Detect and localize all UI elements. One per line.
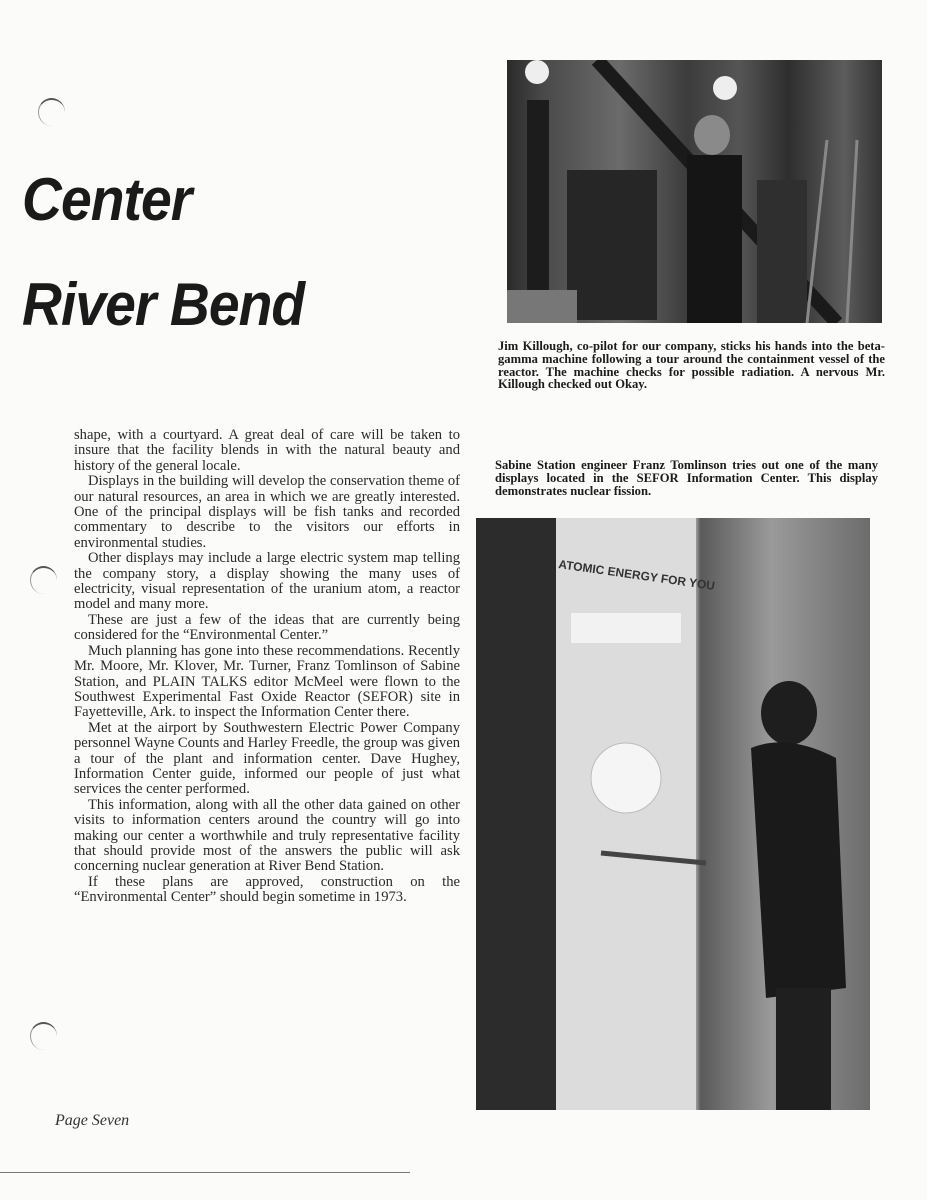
body-paragraph: shape, with a courtyard. A great deal of care will be taken to insure that the facility blends in with the natural beauty and history of the general locale. xyxy=(74,427,460,474)
body-paragraph: These are just a few of the ideas that are currently being considered for the “Environmental Center.” xyxy=(74,611,460,644)
body-paragraph: If these plans are approved, construction on the “Environmental Center” should begin sometime in 1973. xyxy=(74,873,460,906)
photo-fission-display xyxy=(476,518,870,1110)
body-paragraph: Met at the airport by Southwestern Electric Power Company personnel Wayne Counts and Harley Freedle, the group was given a tour of the plant and information center. Dave Hughey, Information Center guide, informed our people of just what services the center performed. xyxy=(74,719,460,798)
body-paragraph: Much planning has gone into these recommendations. Recently Mr. Moore, Mr. Klover, Mr. Turner, Franz Tomlinson of Sabine Station, and PLAIN TALKS editor McMeel were flown to the Southwest Experimental Fast Oxide Reactor (SEFOR) site in Fayetteville, Ark. to inspect the Information Center there. xyxy=(74,642,460,721)
punch-hole xyxy=(30,566,57,594)
article-body xyxy=(74,428,460,906)
body-paragraph: Displays in the building will develop the conservation theme of our natural resources, an area in which we are greatly interested. One of the principal displays will be fish tanks and recorded commentary to describe to the visitors our efforts in environmental studies. xyxy=(74,473,460,551)
photo2-caption: Sabine Station engineer Franz Tomlinson tries out one of the many displays located in the SEFOR Information Center. This display demonstrates nuclear fission. xyxy=(495,458,878,498)
photo-scene xyxy=(507,60,882,323)
punch-hole xyxy=(30,1022,57,1050)
photo-beta-gamma-machine xyxy=(507,60,882,323)
body-paragraph: This information, along with all the other data gained on other visits to information centers around the country will go into making our center a worthwhile and truly representative facility that should provide most of the answers the public will ask concerning nuclear generation at River Bend Station. xyxy=(74,796,460,875)
photo-scene xyxy=(476,518,870,1110)
page-number: Page Seven xyxy=(55,1112,130,1129)
photo-sign-text: ATOMIC ENERGY FOR YOU xyxy=(557,557,716,593)
body-paragraph: Other displays may include a large electric system map telling the company story, a display showing the many uses of electricity, visual representation of the uranium atom, a reactor model and many more. xyxy=(74,550,460,613)
title-line-2: River Bend xyxy=(22,271,305,338)
title-line-1: Center xyxy=(22,166,192,233)
photo1-caption: Jim Killough, co-pilot for our company, sticks his hands into the beta-gamma machine following a tour around the containment vessel of the reactor. The machine checks for possible radiation. A nervous Mr. Killough checked out Okay. xyxy=(498,339,885,392)
punch-hole xyxy=(38,98,65,126)
footer-rule xyxy=(0,1172,410,1173)
